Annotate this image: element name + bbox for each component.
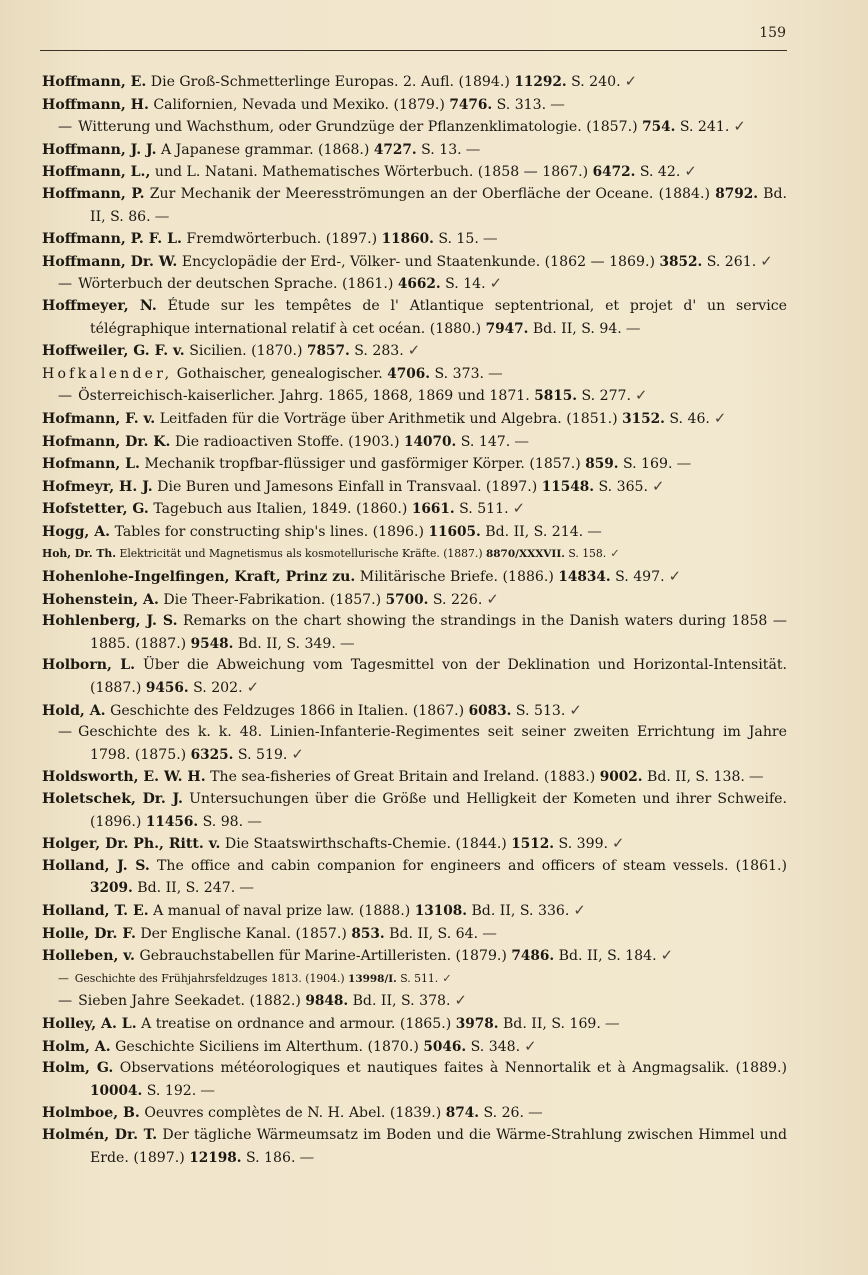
entry-number: 5046. bbox=[423, 1038, 467, 1055]
entry-number: 1661. bbox=[411, 501, 455, 518]
entry-title: Wörterbuch der deutschen Sprache. (1861.) bbox=[78, 276, 394, 293]
entry-number: 8870/XXXVII. bbox=[485, 548, 565, 561]
entry-author: Hoffmann, L., bbox=[42, 164, 151, 181]
entry-author: Hofmann, F. v. bbox=[42, 410, 156, 427]
check-mark: — bbox=[299, 1148, 315, 1166]
entry-number: 13108. bbox=[414, 902, 467, 919]
entry-reference: S. 15. bbox=[438, 231, 479, 248]
entry-title: Fremdwörterbuch. (1897.) bbox=[186, 231, 378, 248]
entry-reference: S. 283. bbox=[354, 343, 404, 360]
entry-author: Hofstetter, G. bbox=[42, 501, 149, 518]
entry-author: Holland, T. E. bbox=[42, 902, 149, 919]
entry-reference: S. 202. bbox=[193, 680, 243, 697]
entry-title: Die Theer-Fabrikation. (1857.) bbox=[163, 591, 382, 608]
entry-title: Der Englische Kanal. (1857.) bbox=[140, 925, 347, 942]
entry-reference: S. 241. bbox=[679, 119, 730, 136]
check-mark: ✓ bbox=[612, 835, 625, 853]
entry-author: Hofkalender, bbox=[42, 365, 173, 382]
index-entry bbox=[42, 722, 787, 766]
entry-title: Oeuvres complètes de N. H. Abel. (1839.) bbox=[144, 1105, 442, 1122]
check-mark: — bbox=[514, 432, 530, 450]
entry-reference: S. 261. bbox=[706, 253, 757, 270]
check-mark: ✓ bbox=[634, 387, 648, 405]
ditto-dash: — bbox=[58, 119, 73, 136]
entry-reference: S. 373. bbox=[434, 365, 485, 382]
entry-title: Gothaischer, genealogischer. bbox=[176, 365, 383, 382]
entry-author: Holm, G. bbox=[42, 1060, 114, 1077]
entry-title: Die Buren und Jamesons Einfall in Transvaal. (1897.) bbox=[157, 478, 538, 495]
entry-reference: S. 240. bbox=[571, 74, 621, 90]
entry-number: 1512. bbox=[511, 836, 555, 853]
check-mark: ✓ bbox=[684, 163, 697, 181]
check-mark: ✓ bbox=[624, 73, 637, 90]
entry-title: Militärische Briefe. (1886.) bbox=[359, 569, 554, 586]
check-mark: — bbox=[482, 230, 498, 248]
entry-reference: S. 226. bbox=[432, 591, 483, 608]
entry-reference: S. 313. bbox=[496, 96, 547, 113]
entry-number: 9848. bbox=[305, 993, 349, 1010]
index-entry bbox=[42, 766, 787, 789]
index-entry bbox=[42, 71, 787, 94]
entry-reference: Bd. II, S. 336. bbox=[471, 902, 570, 919]
entry-title: The sea-fisheries of Great Britain and Ireland. (1883.) bbox=[210, 769, 596, 786]
index-entry bbox=[42, 363, 787, 386]
entry-title: und L. Natani. Mathematisches Wörterbuch. (1858 — 1867.) bbox=[154, 164, 589, 181]
header-rule bbox=[40, 50, 787, 51]
entry-author: Holley, A. L. bbox=[42, 1015, 137, 1032]
index-entry bbox=[42, 228, 787, 251]
entry-title: Tables for constructing ship's lines. (1896.) bbox=[114, 523, 424, 540]
entry-number: 9002. bbox=[599, 769, 643, 786]
entry-number: 11456. bbox=[145, 813, 199, 830]
index-entry bbox=[42, 1013, 787, 1036]
index-entry bbox=[42, 1036, 787, 1059]
entry-author: Hohenstein, A. bbox=[42, 591, 159, 608]
entry-author: Hoffmann, P. F. L. bbox=[42, 231, 182, 248]
entry-number: 11860. bbox=[381, 231, 434, 248]
index-entry bbox=[42, 900, 787, 923]
entry-reference: S. 511. bbox=[400, 971, 439, 985]
check-mark: ✓ bbox=[442, 970, 452, 985]
entry-number: 7486. bbox=[511, 948, 555, 965]
entry-reference: Bd. II, S. 138. bbox=[646, 769, 745, 786]
index-entry bbox=[42, 116, 787, 139]
check-mark: — bbox=[488, 364, 503, 382]
entry-number: 853. bbox=[351, 925, 385, 942]
entry-reference: Bd. II, S. 349. bbox=[237, 635, 336, 652]
entry-number: 11292. bbox=[514, 74, 567, 90]
entry-reference: S. 186. bbox=[245, 1149, 296, 1166]
entry-author: Holmén, Dr. T. bbox=[42, 1126, 158, 1143]
entry-author: Hoffweiler, G. F. v. bbox=[42, 343, 185, 360]
entry-author: Holetschek, Dr. J. bbox=[42, 791, 183, 807]
check-mark: — bbox=[676, 455, 692, 473]
entry-number: 3209. bbox=[90, 880, 133, 897]
entry-number: 7857. bbox=[306, 343, 350, 360]
entry-title: Gebrauchstabellen für Marine-Artilleristen. (1879.) bbox=[139, 948, 507, 965]
entry-number: 4662. bbox=[397, 276, 441, 293]
entry-title: Sieben Jahre Seekadet. (1882.) bbox=[78, 993, 301, 1010]
entry-title: Geschichte Siciliens im Alterthum. (1870.) bbox=[115, 1038, 419, 1055]
check-mark: — bbox=[625, 319, 641, 337]
check-mark: ✓ bbox=[760, 252, 773, 270]
entry-title: Geschichte des Frühjahrsfeldzuges 1813. (1904.) bbox=[74, 971, 345, 985]
entry-title: Die Groß-Schmetterlinge Europas. 2. Aufl. (1894.) bbox=[150, 74, 510, 90]
index-entry bbox=[42, 945, 787, 968]
entry-reference: S. 399. bbox=[558, 836, 609, 853]
entry-number: 6083. bbox=[468, 702, 512, 719]
entry-reference: S. 14. bbox=[445, 276, 486, 293]
entry-title: Mechanik tropfbar-flüssiger und gasförmiger Körper. (1857.) bbox=[144, 456, 581, 473]
check-mark: — bbox=[465, 140, 481, 158]
check-mark: ✓ bbox=[512, 500, 525, 518]
entry-author: Holmboe, B. bbox=[42, 1105, 140, 1122]
check-mark: ✓ bbox=[733, 118, 746, 136]
entry-reference: S. 147. bbox=[460, 433, 511, 450]
index-entry bbox=[42, 589, 787, 612]
entry-reference: S. 519. bbox=[237, 746, 288, 763]
entry-title: A Japanese grammar. (1868.) bbox=[161, 141, 370, 158]
check-mark: ✓ bbox=[668, 568, 681, 586]
entry-reference: S. 497. bbox=[615, 569, 665, 586]
entry-reference: S. 46. bbox=[669, 410, 710, 427]
entry-title: Observations météorologiques et nautiques faites à Nennortalik et à Angmagsalik. (1889.) bbox=[119, 1060, 787, 1077]
entry-reference: Bd. II, S. 86. bbox=[90, 185, 788, 225]
ditto-dash: — bbox=[58, 971, 69, 985]
check-mark: — bbox=[482, 924, 497, 942]
entry-reference: S. 192. bbox=[146, 1082, 197, 1099]
index-entry bbox=[42, 1125, 787, 1169]
entry-title: Der tägliche Wärmeumsatz im Boden und die Wärme-Strahlung zwischen Himmel und Erde. (1897.) bbox=[90, 1126, 787, 1166]
entry-title: Die radioactiven Stoffe. (1903.) bbox=[174, 433, 400, 450]
index-entry bbox=[42, 566, 787, 589]
index-entry bbox=[42, 94, 787, 117]
index-entries bbox=[42, 71, 787, 1169]
check-mark: ✓ bbox=[407, 342, 421, 360]
entry-reference: S. 26. bbox=[483, 1105, 524, 1122]
entry-author: Hofmeyr, H. J. bbox=[42, 478, 153, 495]
entry-reference: S. 13. bbox=[421, 141, 462, 158]
check-mark: — bbox=[200, 1081, 216, 1099]
entry-author: Hofmann, L. bbox=[42, 456, 140, 473]
entry-author: Hoffmann, J. J. bbox=[42, 141, 157, 158]
entry-reference: S. 365. bbox=[598, 478, 648, 495]
entry-author: Hohlenberg, J. S. bbox=[42, 613, 178, 630]
entry-number: 3152. bbox=[622, 410, 665, 427]
entry-reference: S. 277. bbox=[581, 388, 631, 405]
index-entry bbox=[42, 655, 787, 699]
entry-title: The office and cabin companion for engineers and officers of steam vessels. (1861.) bbox=[157, 857, 787, 874]
index-entry bbox=[42, 431, 787, 454]
index-entry bbox=[42, 1102, 787, 1125]
entry-author: Holland, J. S. bbox=[42, 857, 150, 874]
index-entry bbox=[42, 833, 787, 856]
check-mark: — bbox=[247, 812, 262, 830]
check-mark: ✓ bbox=[246, 679, 259, 697]
index-entry bbox=[42, 273, 787, 296]
entry-number: 8792. bbox=[715, 185, 758, 202]
entry-reference: Bd. II, S. 378. bbox=[352, 993, 451, 1010]
entry-author: Hoffmann, P. bbox=[42, 185, 145, 202]
entry-title: A manual of naval prize law. (1888.) bbox=[153, 902, 411, 919]
entry-author: Hoffmann, H. bbox=[42, 96, 149, 113]
entry-number: 11548. bbox=[541, 478, 595, 495]
index-entry bbox=[42, 968, 787, 991]
check-mark: — bbox=[527, 1104, 543, 1122]
check-mark: ✓ bbox=[524, 1037, 537, 1055]
ditto-dash: — bbox=[58, 993, 73, 1010]
entry-number: 11605. bbox=[428, 523, 481, 540]
index-entry bbox=[42, 923, 787, 946]
check-mark: — bbox=[154, 207, 170, 225]
check-mark: ✓ bbox=[610, 546, 620, 561]
index-entry bbox=[42, 700, 787, 723]
check-mark: ✓ bbox=[652, 477, 665, 495]
entry-reference: S. 158. bbox=[568, 547, 607, 561]
entry-number: 4706. bbox=[387, 365, 431, 382]
check-mark: — bbox=[550, 95, 565, 113]
entry-number: 5815. bbox=[534, 388, 577, 405]
entry-author: Hoh, Dr. Th. bbox=[42, 547, 116, 561]
index-entry bbox=[42, 340, 787, 363]
entry-reference: Bd. II, S. 184. bbox=[558, 948, 657, 965]
ditto-dash: — bbox=[58, 724, 73, 741]
entry-reference: S. 513. bbox=[515, 702, 566, 719]
entry-number: 7476. bbox=[449, 96, 493, 113]
entry-number: 3978. bbox=[455, 1015, 499, 1032]
entry-reference: Bd. II, S. 247. bbox=[137, 880, 236, 897]
entry-title: A treatise on ordnance and armour. (1865.) bbox=[141, 1015, 452, 1032]
entry-number: 14070. bbox=[404, 433, 457, 450]
check-mark: ✓ bbox=[489, 275, 503, 293]
entry-number: 859. bbox=[585, 456, 619, 473]
ditto-dash: — bbox=[58, 388, 73, 405]
check-mark: — bbox=[748, 768, 764, 786]
entry-reference: Bd. II, S. 214. bbox=[485, 523, 584, 540]
page-number: 159 bbox=[759, 25, 786, 41]
entry-title: Encyclopädie der Erd-, Völker- und Staatenkunde. (1862 — 1869.) bbox=[181, 253, 655, 270]
entry-title: Sicilien. (1870.) bbox=[189, 343, 303, 360]
check-mark: ✓ bbox=[713, 409, 727, 427]
index-entry bbox=[42, 408, 787, 431]
index-entry bbox=[42, 453, 787, 476]
entry-reference: Bd. II, S. 64. bbox=[389, 925, 479, 942]
entry-reference: S. 42. bbox=[639, 164, 681, 181]
entry-author: Holborn, L. bbox=[42, 657, 136, 674]
entry-number: 13998/I. bbox=[348, 972, 397, 985]
index-entry bbox=[42, 856, 787, 900]
entry-author: Hofmann, Dr. K. bbox=[42, 433, 171, 450]
entry-number: 754. bbox=[642, 119, 676, 136]
entry-number: 10004. bbox=[90, 1082, 143, 1099]
entry-title: Californien, Nevada und Mexiko. (1879.) bbox=[153, 96, 445, 113]
index-entry bbox=[42, 251, 787, 274]
entry-number: 9548. bbox=[190, 635, 234, 652]
check-mark: — bbox=[239, 879, 254, 897]
entry-number: 874. bbox=[445, 1105, 479, 1122]
entry-author: Holle, Dr. F. bbox=[42, 925, 136, 942]
index-entry bbox=[42, 543, 787, 566]
check-mark: ✓ bbox=[486, 590, 499, 608]
index-entry bbox=[42, 161, 787, 184]
check-mark: — bbox=[587, 522, 602, 540]
entry-title: Remarks on the chart showing the strandings in the Danish waters during 1858 — 1885. (1887.) bbox=[90, 613, 788, 652]
entry-title: Die Staatswirthschafts-Chemie. (1844.) bbox=[224, 836, 507, 853]
index-entry bbox=[42, 498, 787, 521]
index-entry bbox=[42, 296, 787, 340]
check-mark: ✓ bbox=[660, 947, 673, 965]
entry-number: 14834. bbox=[558, 569, 611, 586]
entry-author: Holger, Dr. Ph., Ritt. v. bbox=[42, 836, 221, 853]
index-entry bbox=[42, 1058, 787, 1102]
index-entry bbox=[42, 990, 787, 1013]
entry-reference: S. 169. bbox=[622, 456, 673, 473]
check-mark: ✓ bbox=[573, 901, 586, 919]
entry-number: 7947. bbox=[485, 320, 529, 337]
entry-author: Holm, A. bbox=[42, 1038, 111, 1055]
entry-number: 6325. bbox=[190, 746, 234, 763]
entry-reference: S. 348. bbox=[470, 1038, 521, 1055]
entry-reference: S. 98. bbox=[202, 813, 244, 830]
entry-author: Holdsworth, E. W. H. bbox=[42, 769, 206, 786]
entry-title: Geschichte des Feldzuges 1866 in Italien. (1867.) bbox=[110, 702, 465, 719]
index-entry bbox=[42, 139, 787, 162]
entry-number: 3852. bbox=[659, 253, 703, 270]
entry-title: Étude sur les tempêtes de l' Atlantique septentrional, et projet d' un service télégraphique international relatif à cet océan. (1880.) bbox=[90, 297, 788, 337]
index-entry bbox=[42, 611, 787, 655]
index-entry bbox=[42, 476, 787, 499]
index-entry bbox=[42, 521, 787, 544]
check-mark: ✓ bbox=[569, 701, 582, 719]
index-entry bbox=[42, 789, 787, 833]
entry-author: Hoffmann, Dr. W. bbox=[42, 253, 178, 270]
entry-number: 9456. bbox=[145, 680, 189, 697]
entry-title: Geschichte des k. k. 48. Linien-Infanterie-Regimentes seit seiner zweiten Errichtung im Jahre 1798. (1875.) bbox=[78, 724, 787, 763]
entry-title: Österreichisch-kaiserlicher. Jahrg. 1865, 1868, 1869 und 1871. bbox=[78, 388, 530, 405]
entry-title: Leitfaden für die Vorträge über Arithmetik und Algebra. (1851.) bbox=[159, 410, 618, 427]
entry-number: 6472. bbox=[592, 164, 636, 181]
entry-number: 4727. bbox=[373, 141, 417, 158]
entry-title: Tagebuch aus Italien, 1849. (1860.) bbox=[153, 501, 408, 518]
index-entry bbox=[42, 385, 787, 408]
entry-number: 12198. bbox=[189, 1149, 242, 1166]
entry-title: Zur Mechanik der Meeresströmungen an der Oberfläche der Oceane. (1884.) bbox=[149, 185, 710, 202]
entry-reference: Bd. II, S. 169. bbox=[502, 1015, 601, 1032]
index-entry bbox=[42, 184, 787, 228]
entry-reference: S. 511. bbox=[459, 501, 509, 518]
check-mark: ✓ bbox=[291, 745, 304, 763]
entry-title: Untersuchungen über die Größe und Helligkeit der Kometen und ihrer Schweife. (1896.) bbox=[90, 791, 787, 830]
entry-author: Hoffmann, E. bbox=[42, 74, 147, 90]
entry-author: Hold, A. bbox=[42, 702, 106, 719]
ditto-dash: — bbox=[58, 276, 73, 293]
entry-author: Hogg, A. bbox=[42, 523, 111, 540]
entry-title: Elektricität und Magnetismus als kosmotellurische Kräfte. (1887.) bbox=[119, 547, 483, 561]
entry-author: Hohenlohe-Ingelfingen, Kraft, Prinz zu. bbox=[42, 569, 356, 586]
entry-author: Hoffmeyer, N. bbox=[42, 297, 157, 314]
entry-author: Holleben, v. bbox=[42, 948, 135, 965]
check-mark: — bbox=[604, 1014, 620, 1032]
entry-title: Über die Abweichung vom Tagesmittel von der Deklination und Horizontal-Intensität. (1887.) bbox=[90, 657, 787, 697]
check-mark: ✓ bbox=[454, 992, 467, 1010]
check-mark: — bbox=[339, 634, 355, 652]
entry-title: Witterung und Wachsthum, oder Grundzüge der Pflanzenklimatologie. (1857.) bbox=[78, 119, 638, 136]
entry-number: 5700. bbox=[385, 591, 429, 608]
entry-reference: Bd. II, S. 94. bbox=[532, 320, 622, 337]
